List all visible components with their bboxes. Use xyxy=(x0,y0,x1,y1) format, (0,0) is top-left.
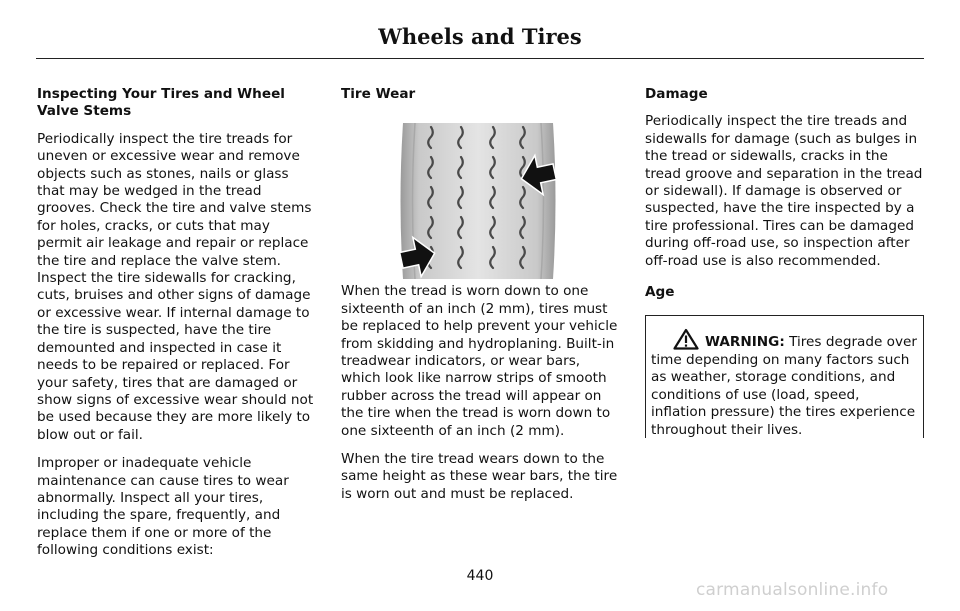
watermark: carmanualsonline.info xyxy=(696,580,889,600)
tire-tread-graphic xyxy=(393,119,563,283)
section-heading-damage: Damage xyxy=(645,86,708,102)
tire-tread-illustration xyxy=(393,119,563,283)
paragraph-maintenance: Improper or inadequate vehicle maintenance can cause tires to wear abnormally. Inspect all your tires, including the spare, frequently, and replace them if one or more of the following conditions exist: xyxy=(37,455,289,559)
header-divider xyxy=(36,58,924,59)
section-heading-inspecting: Inspecting Your Tires and Wheel Valve Stems xyxy=(37,86,285,120)
paragraph-inspect-treads: Periodically inspect the tire treads for uneven or excessive wear and remove objects such as stones, nails or glass that may be wedged in the tread grooves. Check the tire and valve stems for holes, cracks, or cuts that may permit air leakage and repair or replace the tire and replace the valve stem. Inspect the tire sidewalls for cracking, cuts, bruises and other signs of damage or excessive wear. If internal damage to the tire is suspected, have the tire demounted and inspected in case it needs to be repaired or replaced. For your safety, tires that are damaged or show signs of excessive wear should not be used because they are more likely to blow out or fail. xyxy=(37,130,314,443)
warning-label: WARNING: xyxy=(705,334,785,351)
column-inspecting xyxy=(37,86,317,571)
warning-triangle-icon xyxy=(673,328,699,350)
warning-box xyxy=(645,315,924,438)
paragraph-tread-worn: When the tread is worn down to one sixteenth of an inch (2 mm), tires must be replaced to help prevent your vehicle from skidding and hydroplaning. Built-in treadwear indicators, or wear bars, which look like narrow strips of smooth rubber across the tread will appear on the tire when the tread is worn down to one sixteenth of an inch (2 mm). xyxy=(341,283,618,439)
page-number: 440 xyxy=(466,568,494,584)
paragraph-damage: Periodically inspect the tire treads and sidewalls for damage (such as bulges in the tread or sidewalls, cracks in the tread groove and separation in the tread or sidewall). If damage is observed or suspected, have the tire inspected by a tire professional. Tires can be damaged during off-road use, so inspection after off-road use is also recommended. xyxy=(645,113,923,269)
paragraph-wear-bars: When the tire tread wears down to the same height as these wear bars, the tire is worn out and must be replaced. xyxy=(341,451,618,502)
section-heading-age: Age xyxy=(645,284,675,301)
warning-text: Tires degrade over time depending on many factors such as weather, storage conditions, and conditions of use (load, speed, inflation pressure) the tires experience throughout their lives. xyxy=(651,334,917,438)
page-title: Wheels and Tires xyxy=(378,24,582,49)
column-damage-age xyxy=(645,86,923,438)
column-tire-wear xyxy=(341,86,621,514)
section-heading-tire-wear: Tire Wear xyxy=(341,86,416,102)
